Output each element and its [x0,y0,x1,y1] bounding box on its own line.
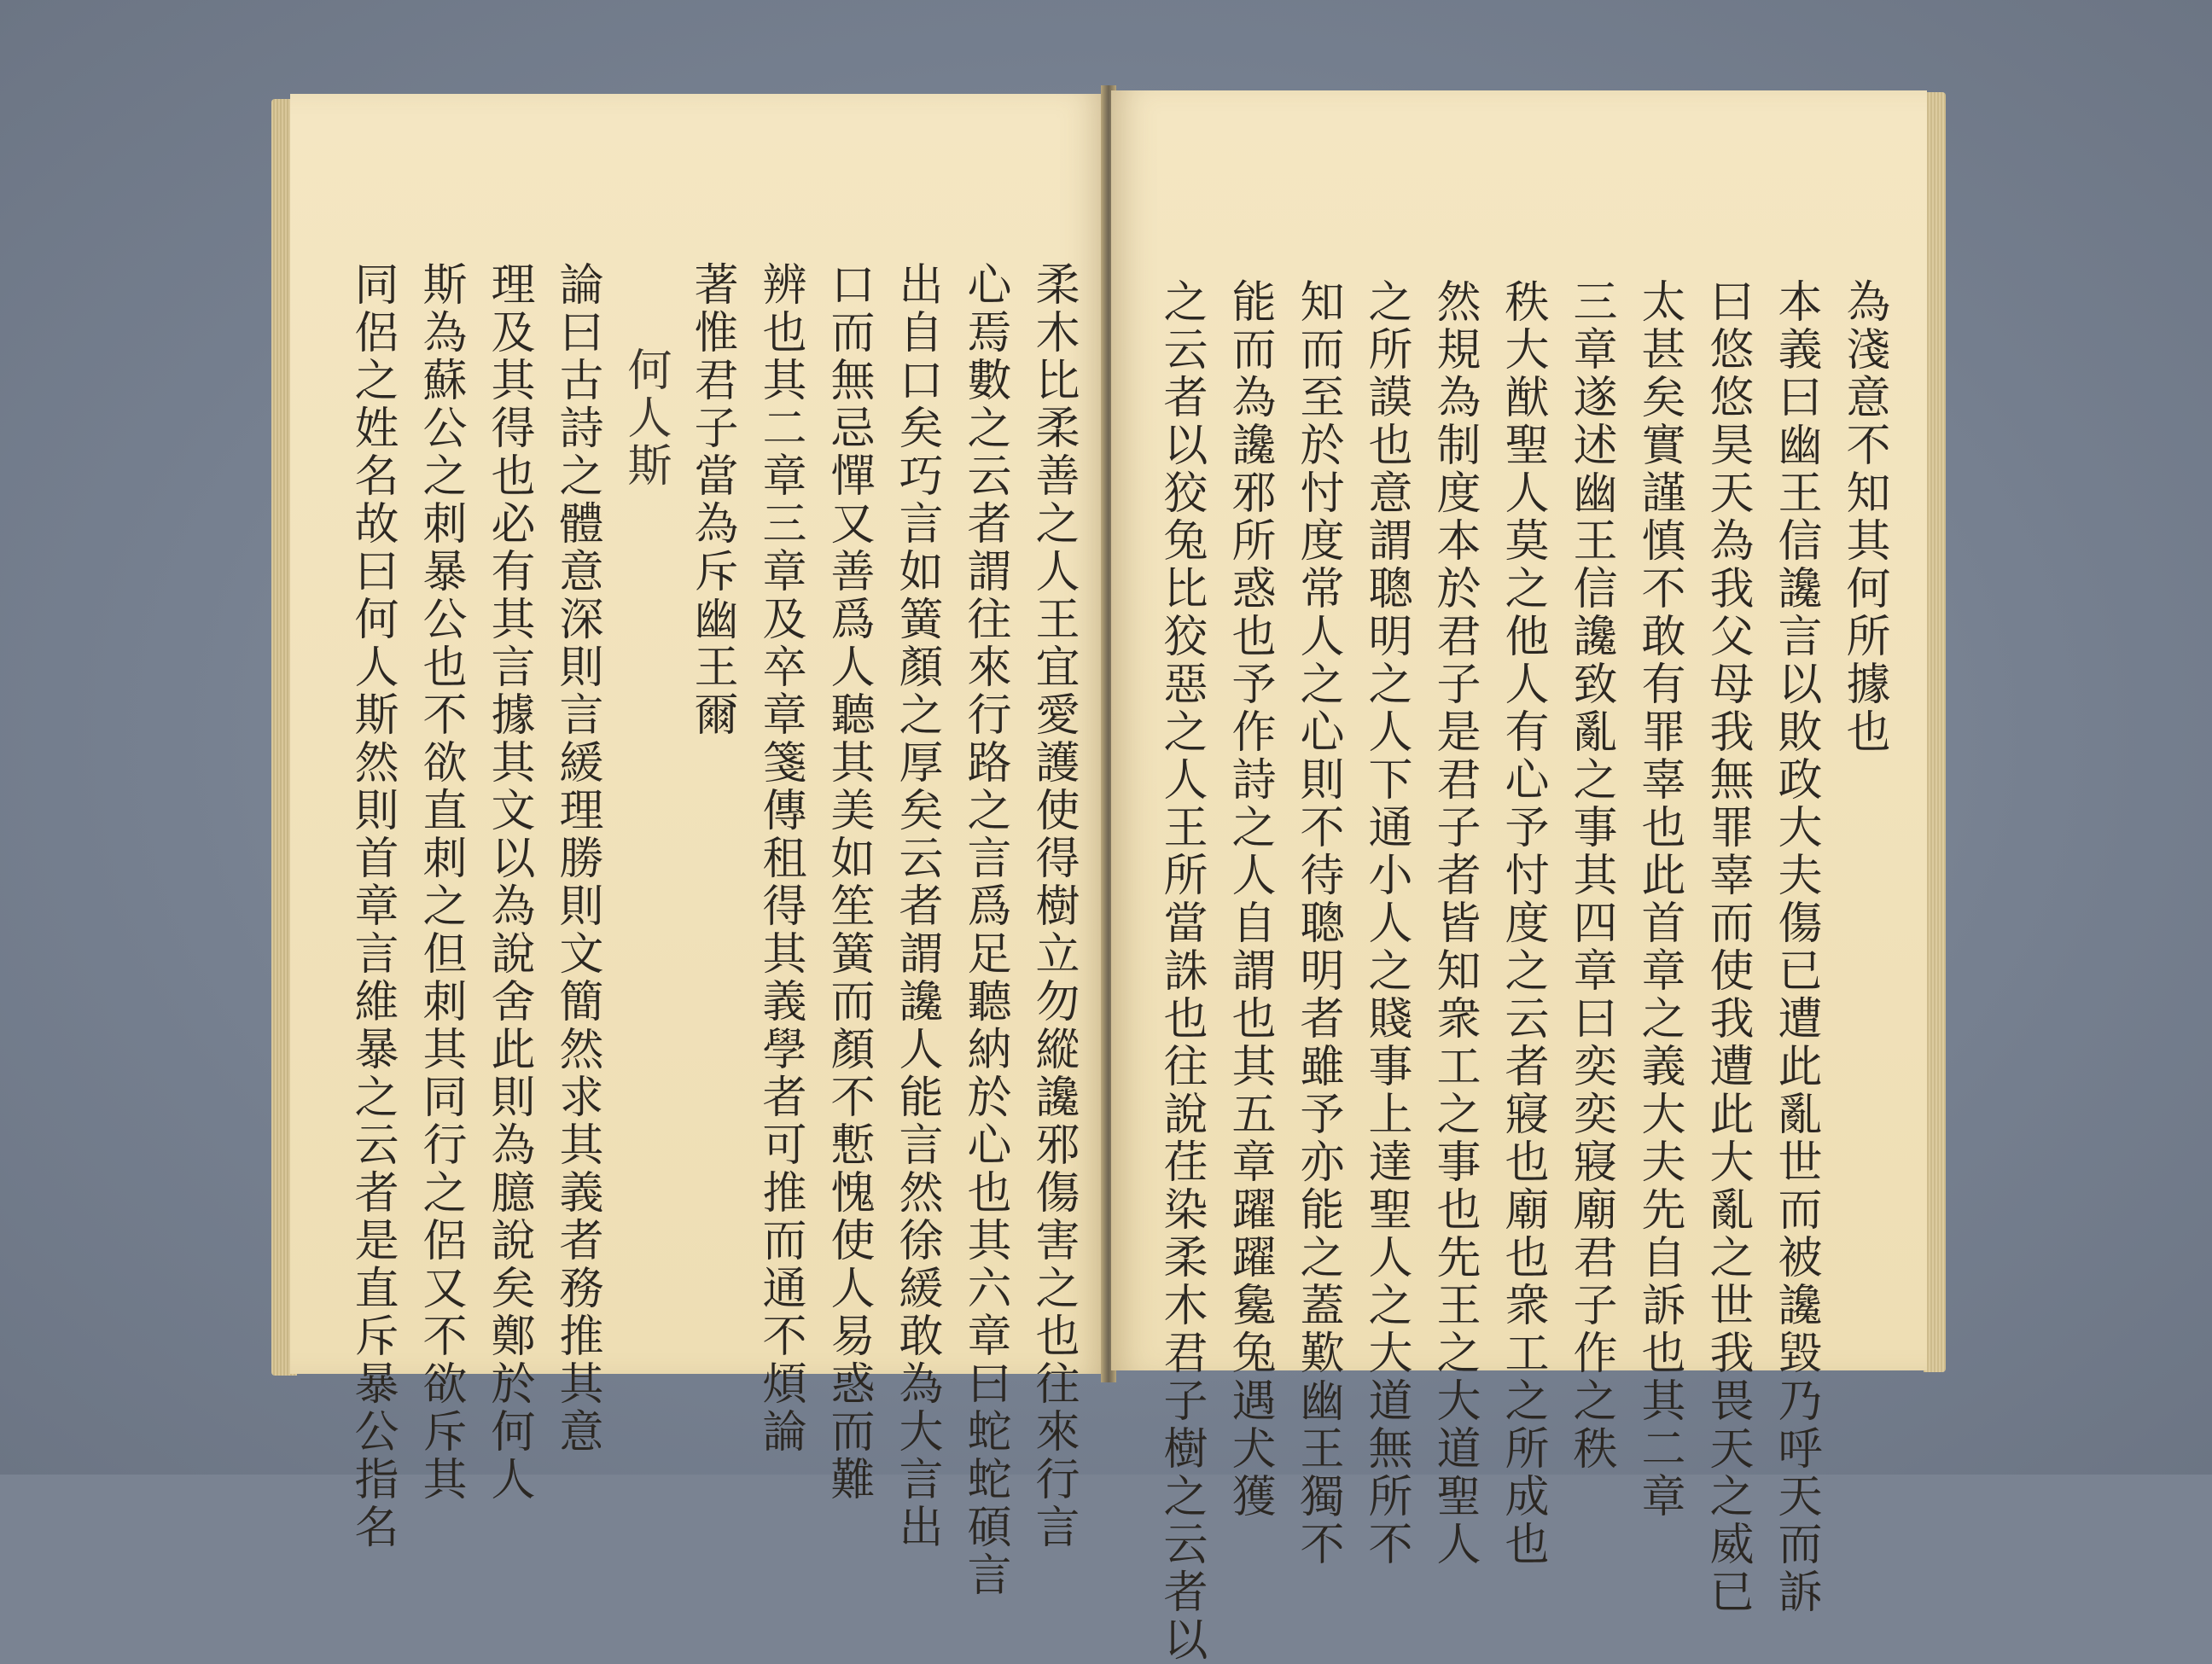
text-column: 之所謨也意謂聰明之人下通小人之賤事上達聖人之大道無所不 [1360,278,1412,1568]
text-column: 論曰古詩之體意深則言緩理勝則文簡然求其義者務推其意 [551,261,602,1456]
text-column: 之云者以狡兔比狡惡之人王所當誅也往說荏染柔木君子樹之云者以 [1155,278,1207,1664]
text-column: 著惟君子當為斥幽王爾 [686,261,737,739]
text-column: 然規為制度本於君子是君子者皆知衆工之事也先王之大道聖人 [1429,278,1480,1568]
text-column: 口而無忌憚又善爲人聽其美如笙簧而顏不慙愧使人易惑而難 [823,261,874,1504]
text-column: 能而為讒邪所惑也予作詩之人自謂也其五章躍躍毚兔遇犬獲 [1224,278,1275,1521]
text-column: 辨也其二章三章及卒章箋傳租得其義學者可推而通不煩論 [754,261,806,1456]
text-column: 秩大猷聖人莫之他人有心予忖度之云者寢也廟也衆工之所成也 [1497,278,1548,1568]
text-column: 出自口矣巧言如簧顏之厚矣云者謂讒人能言然徐緩敢為大言出 [891,261,942,1551]
text-column: 斯為蘇公之刺暴公也不欲直刺之但刺其同行之侶又不欲斥其 [415,261,466,1504]
text-column: 柔木比柔善之人王宜愛護使得樹立勿縱讒邪傷害之也往來行言 [1027,261,1079,1551]
text-column: 心焉數之云者謂往來行路之言爲足聽納於心也其六章曰蛇蛇碩言 [959,261,1010,1599]
text-column: 三章遂述幽王信讒致亂之事其四章曰奕奕寢廟君子作之秩 [1565,278,1616,1473]
text-column: 理及其得也必有其言據其文以為說舍此則為臆說矣鄭於何人 [483,261,534,1504]
text-column: 太甚矣實謹慎不敢有罪辜也此首章之義大夫先自訴也其二章 [1633,278,1685,1521]
text-column: 為淺意不知其何所據也 [1838,278,1889,756]
text-column: 本義曰幽王信讒言以敗政大夫傷已遭此亂世而被讒毀乃呼天而訴 [1770,278,1821,1616]
text-column: 曰悠悠昊天為我父母我無罪辜而使我遭此大亂之世我畏天之威已 [1702,278,1753,1616]
section-heading: 何人斯 [620,346,671,490]
text-column: 同侶之姓名故曰何人斯然則首章言維暴之云者是直斥暴公指名 [346,261,398,1551]
text-column: 知而至於忖度常人之心則不待聰明者雖予亦能之蓋歎幽王獨不 [1292,278,1343,1568]
right-page [1111,90,1927,1664]
open-book [271,85,1946,1664]
left-page [290,94,1106,1599]
